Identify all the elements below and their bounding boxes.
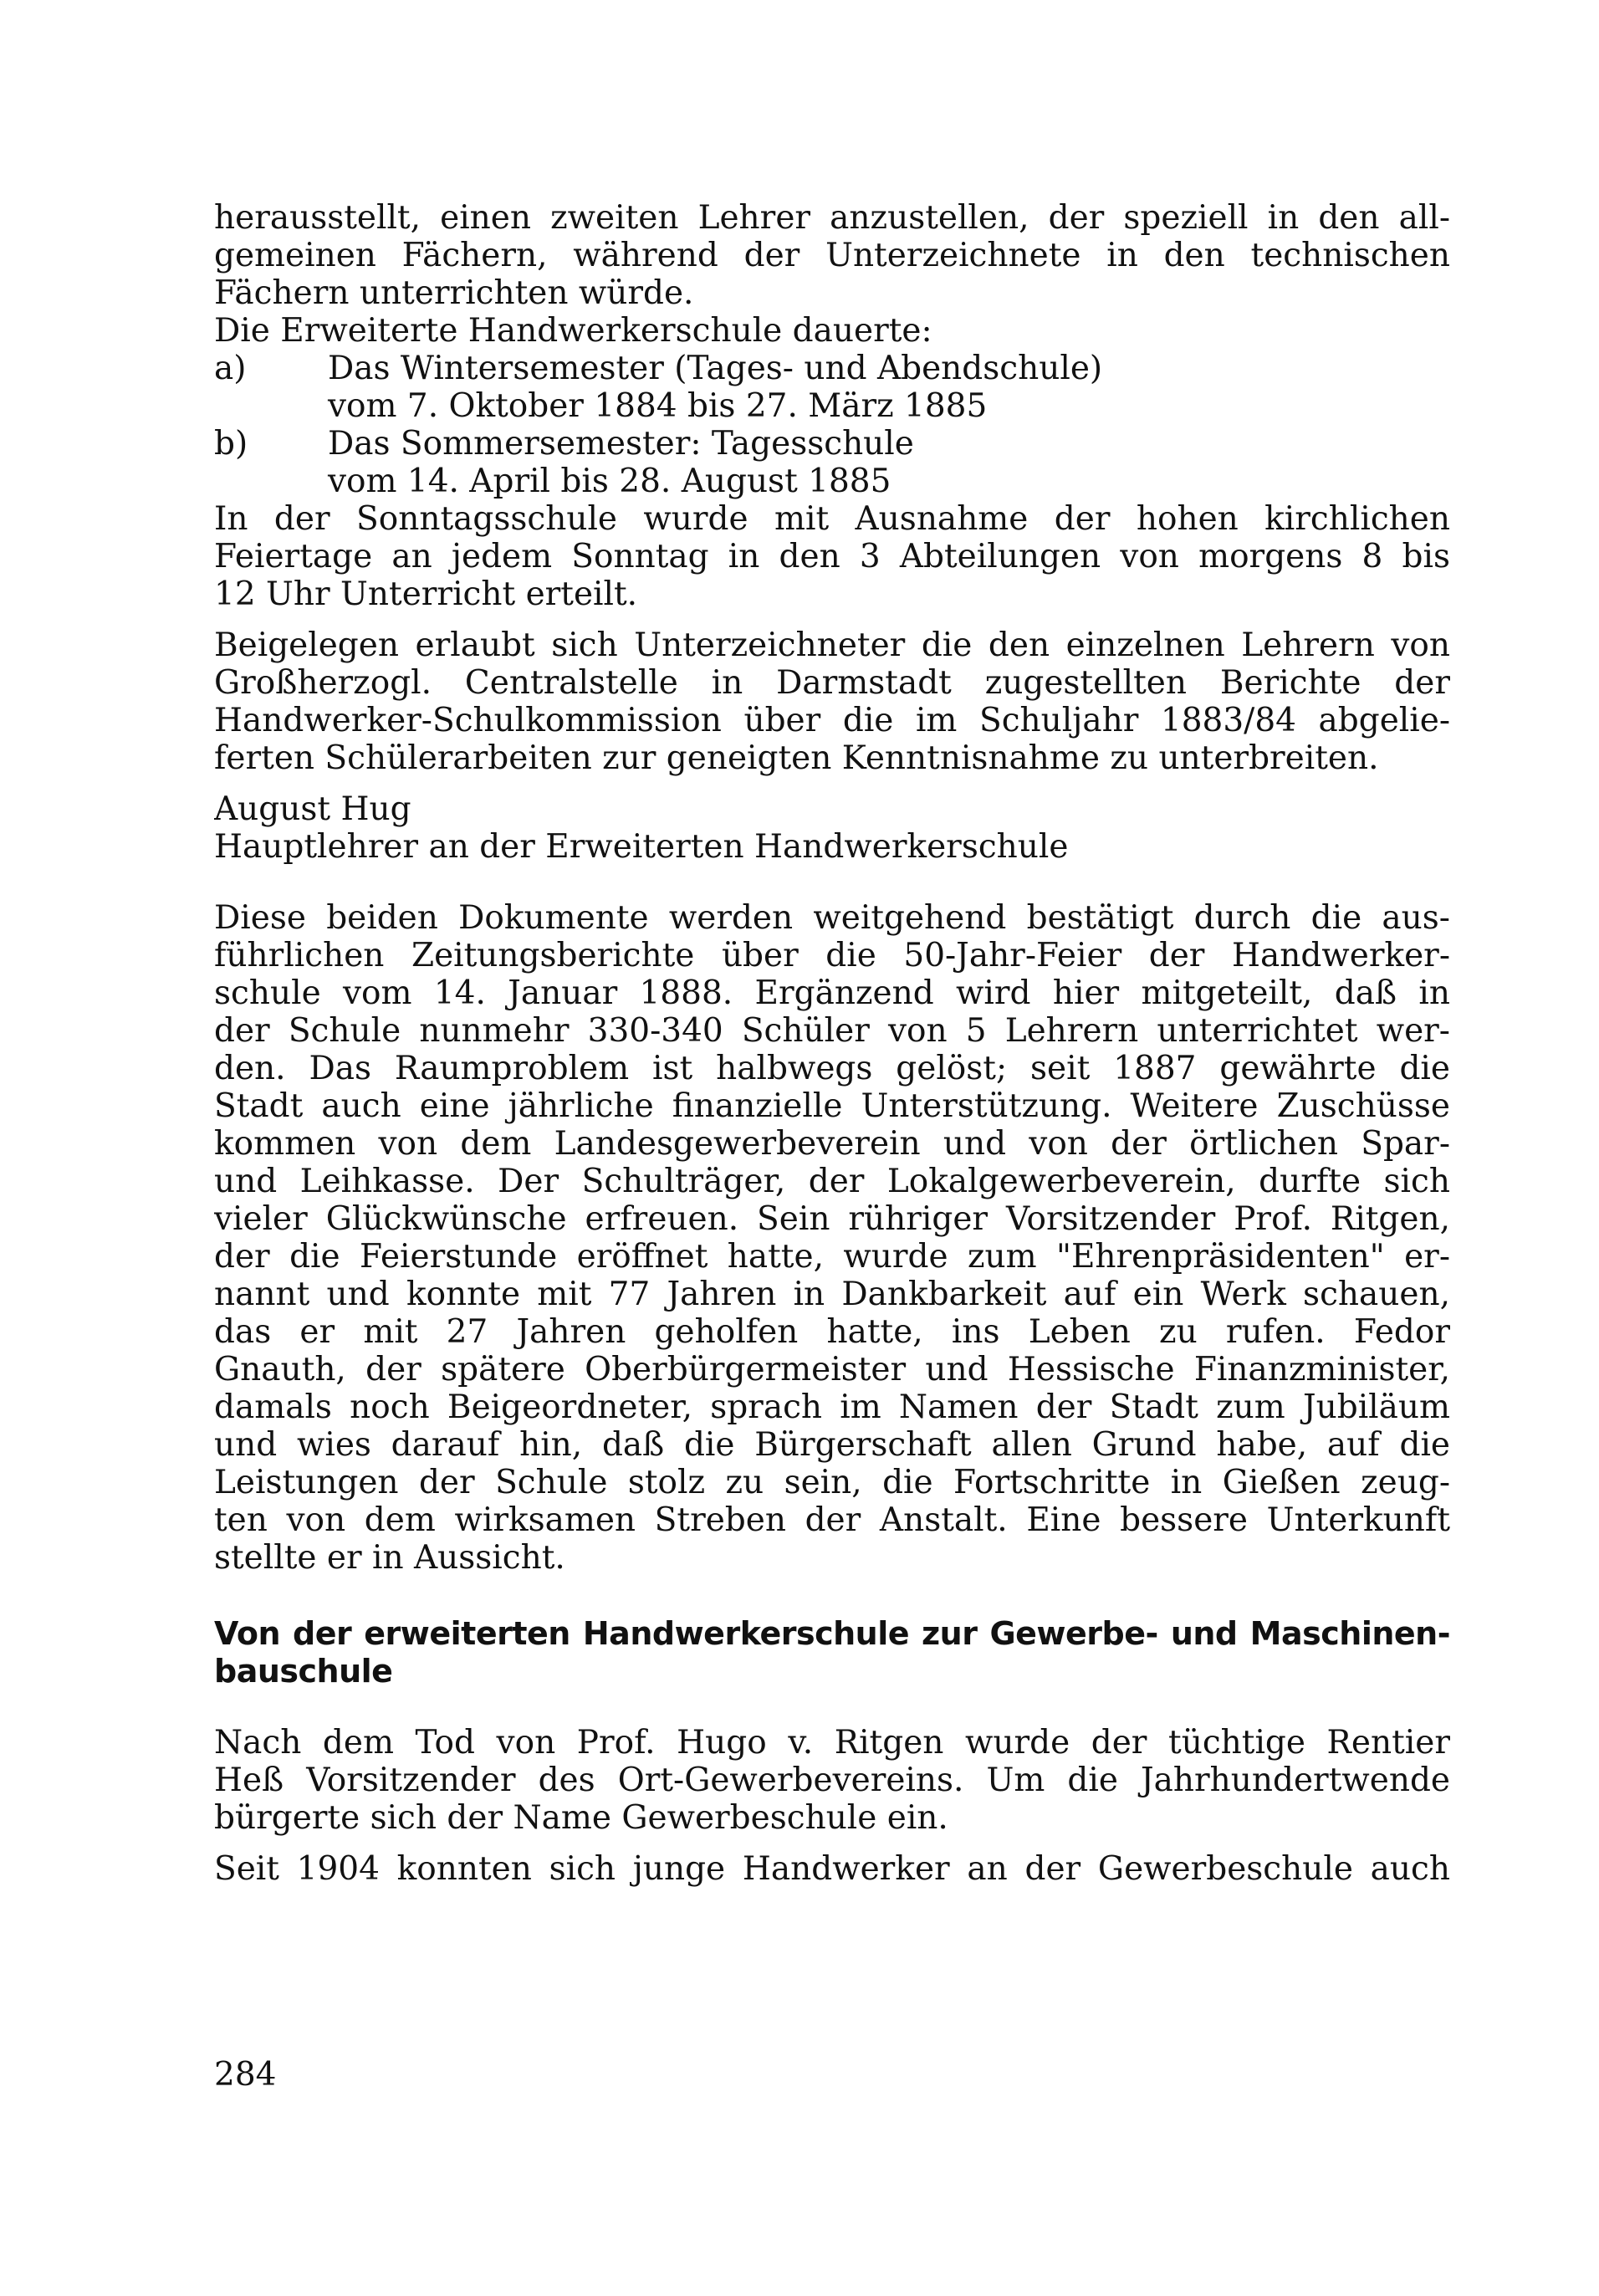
heading-line: bauschule <box>214 1653 393 1690</box>
text-line: In der Sonntagsschule wurde mit Ausnahme der hohen kirchlichen <box>214 500 1450 538</box>
semester-title: Das Wintersemester (Tages- und Abendschule) <box>328 350 1103 387</box>
text-line: Fächern unterrichten würde. <box>214 274 694 312</box>
semester-list <box>214 350 1450 500</box>
ritgen-paragraph <box>214 1724 1450 1837</box>
text-line: der Schule nunmehr 330-340 Schüler von 5 Lehrern unterrichtet wer- <box>214 1012 1450 1050</box>
page-number: 284 <box>214 2056 277 2094</box>
duration-intro: Die Erweiterte Handwerkerschule dauerte: <box>214 312 932 350</box>
text-line: und wies darauf hin, daß die Bürgerschaft allen Grund habe, auf die <box>214 1426 1450 1464</box>
text-line: Handwerker-Schulkommission über die im Schuljahr 1883/84 abgelie- <box>214 702 1450 739</box>
signature-block <box>214 790 1450 866</box>
semester-dates: vom 7. Oktober 1884 bis 27. März 1885 <box>328 387 988 425</box>
semester-label: b) <box>214 425 248 463</box>
text-line: der die Feierstunde eröffnet hatte, wurde zum "Ehrenpräsidenten" er- <box>214 1238 1450 1276</box>
signature-role: Hauptlehrer an der Erweiterten Handwerkerschule <box>214 828 1069 866</box>
page-body <box>214 199 1450 1888</box>
signature-name: August Hug <box>214 790 411 828</box>
text-line: schule vom 14. Januar 1888. Ergänzend wird hier mitgeteilt, daß in <box>214 974 1450 1012</box>
text-line: führlichen Zeitungsberichte über die 50-Jahr-Feier der Handwerker- <box>214 937 1450 974</box>
text-line: Beigelegen erlaubt sich Unterzeichneter die den einzelnen Lehrern von <box>214 626 1450 664</box>
reports-paragraph <box>214 626 1450 777</box>
text-line: nannt und konnte mit 77 Jahren in Dankbarkeit auf ein Werk schauen, <box>214 1276 1450 1313</box>
semester-dates: vom 14. April bis 28. August 1885 <box>328 463 891 500</box>
text-line: Nach dem Tod von Prof. Hugo v. Ritgen wurde der tüchtige Rentier <box>214 1724 1450 1762</box>
text-line: stellte er in Aussicht. <box>214 1539 565 1577</box>
text-line: kommen von dem Landesgewerbeverein und von der örtlichen Spar- <box>214 1125 1450 1163</box>
semester-label: a) <box>214 350 247 387</box>
sunday-paragraph <box>214 500 1450 613</box>
section-heading <box>214 1615 1450 1690</box>
text-line: gemeinen Fächern, während der Unterzeichnete in den technischen <box>214 237 1450 274</box>
text-line: Diese beiden Dokumente werden weitgehend bestätigt durch die aus- <box>214 899 1450 937</box>
semester-title: Das Sommersemester: Tagesschule <box>328 425 914 463</box>
text-line: Gnauth, der spätere Oberbürgermeister und Hessische Finanzminister, <box>214 1351 1450 1388</box>
text-line: herausstellt, einen zweiten Lehrer anzustellen, der speziell in den all- <box>214 199 1450 237</box>
heading-line: Von der erweiterten Handwerkerschule zur Gewerbe- und Maschinen- <box>214 1615 1450 1652</box>
text-line: und Leihkasse. Der Schulträger, der Lokalgewerbeverein, durfte sich <box>214 1163 1450 1200</box>
text-line: ferten Schülerarbeiten zur geneigten Kenntnisnahme zu unterbreiten. <box>214 739 1379 777</box>
documents-paragraph <box>214 899 1450 1577</box>
text-line: Großherzogl. Centralstelle in Darmstadt zugestellten Berichte der <box>214 664 1450 702</box>
text-line: Seit 1904 konnten sich junge Handwerker an der Gewerbeschule auch <box>214 1850 1450 1888</box>
text-line: Leistungen der Schule stolz zu sein, die Fortschritte in Gießen zeug- <box>214 1464 1450 1501</box>
text-line: vieler Glückwünsche erfreuen. Sein rühriger Vorsitzender Prof. Ritgen, <box>214 1200 1450 1238</box>
text-line: den. Das Raumproblem ist halbwegs gelöst; seit 1887 gewährte die <box>214 1050 1450 1087</box>
text-line: damals noch Beigeordneter, sprach im Namen der Stadt zum Jubiläum <box>214 1388 1450 1426</box>
final-paragraph <box>214 1850 1450 1888</box>
intro-paragraph <box>214 199 1450 312</box>
text-line: 12 Uhr Unterricht erteilt. <box>214 575 638 613</box>
text-line: Stadt auch eine jährliche finanzielle Unterstützung. Weitere Zuschüsse <box>214 1087 1450 1125</box>
text-line: Feiertage an jedem Sonntag in den 3 Abteilungen von morgens 8 bis <box>214 538 1450 575</box>
semester-item-a <box>214 350 1450 387</box>
text-line: Heß Vorsitzender des Ort-Gewerbevereins. Um die Jahrhundertwende <box>214 1762 1450 1799</box>
text-line: bürgerte sich der Name Gewerbeschule ein. <box>214 1799 948 1837</box>
semester-item-b <box>214 425 1450 463</box>
text-line: das er mit 27 Jahren geholfen hatte, ins Leben zu rufen. Fedor <box>214 1313 1450 1351</box>
text-line: ten von dem wirksamen Streben der Anstalt. Eine bessere Unterkunft <box>214 1501 1450 1539</box>
